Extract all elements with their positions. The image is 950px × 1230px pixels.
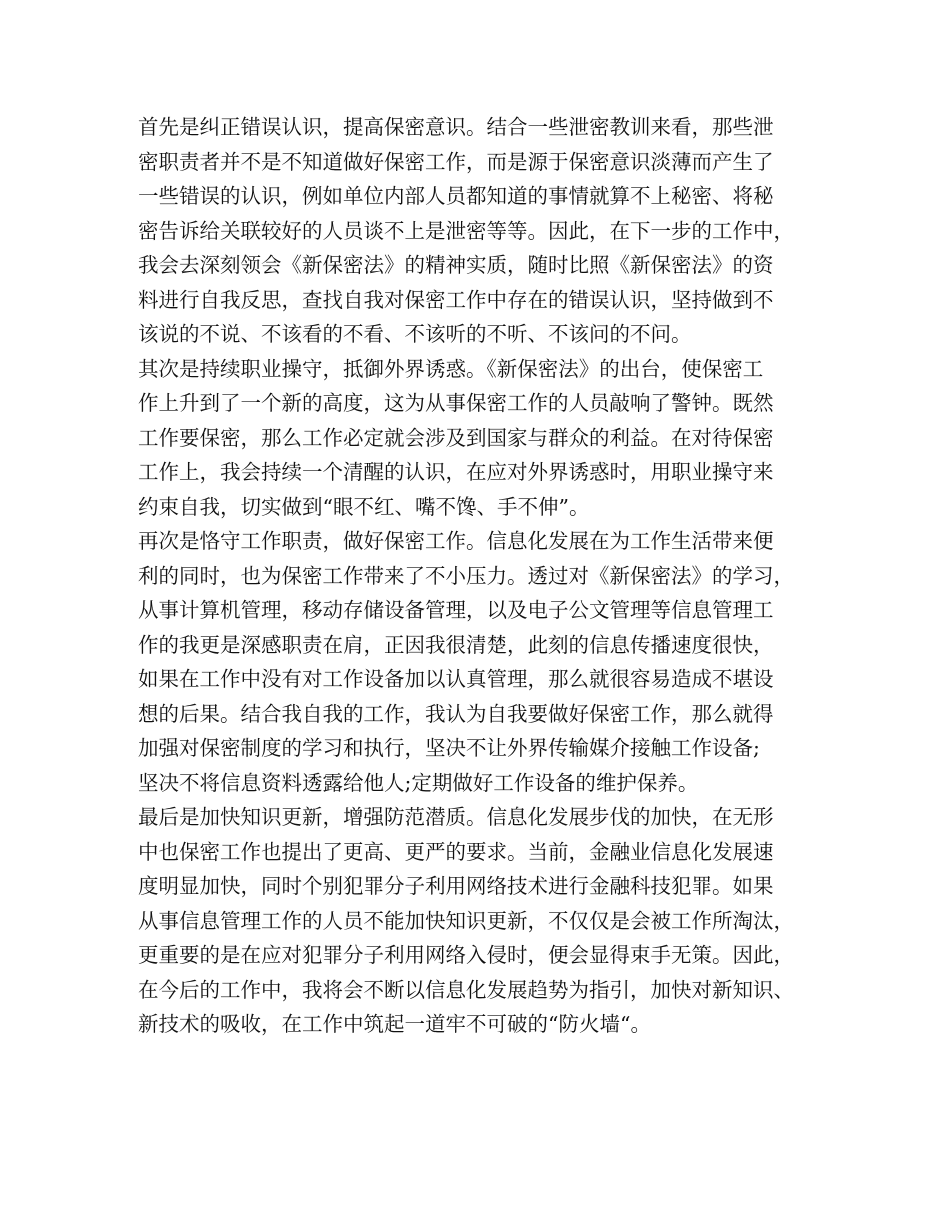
text-line: 加强对保密制度的学习和执行，坚决不让外界传输媒介接触工作设备; [138,736,760,760]
text-line: 最后是加快知识更新，增强防范潜质。信息化发展步伐的加快，在无形 [138,805,774,829]
text-line: 工作要保密，那么工作必定就会涉及到国家与群众的利益。在对待保密 [138,425,774,450]
document-body [138,110,828,1042]
text-line: 密告诉给关联较好的人员谈不上是泄密等等。因此，在下一步的工作中， [138,218,794,243]
text-line: 坚决不将信息资料透露给他人;定期做好工作设备的维护保养。 [138,770,699,795]
text-line: 工作上，我会持续一个清醒的认识，在应对外界诱惑时，用职业操守来 [138,460,774,484]
text-line: 首先是纠正错误认识，提高保密意识。结合一些泄密教训来看，那些泄 [138,115,774,139]
text-line: 作上升到了一个新的高度，这为从事保密工作的人员敲响了警钟。既然 [138,391,774,415]
text-line: 一些错误的认识，例如单位内部人员都知道的事情就算不上秘密、将秘 [138,184,774,208]
text-line: 利的同时，也为保密工作带来了不小压力。透过对《新保密法》的学习， [138,563,794,588]
text-line: 约束自我，切实做到“眼不红、嘴不馋、手不伸”。 [138,494,590,519]
text-line: 该说的不说、不该看的不看、不该听的不听、不该问的不问。 [138,322,692,346]
text-line: 中也保密工作也提出了更高、更严的要求。当前，金融业信息化发展速 [138,839,774,864]
text-line: 更重要的是在应对犯罪分子利用网络入侵时，便会显得束手无策。因此， [138,943,794,967]
text-line: 密职责者并不是不知道做好保密工作，而是源于保密意识淡薄而产生了 [138,149,774,174]
text-line: 在今后的工作中，我将会不断以信息化发展趋势为指引，加快对新知识、 [138,977,794,1002]
text-line: 如果在工作中没有对工作设备加以认真管理，那么就很容易造成不堪设 [138,667,774,691]
text-line: 作的我更是深感职责在肩，正因我很清楚，此刻的信息传播速度很快， [138,632,774,657]
text-line: 料进行自我反思，查找自我对保密工作中存在的错误认识，坚持做到不 [138,287,774,312]
text-line: 从事计算机管理，移动存储设备管理，以及电子公文管理等信息管理工 [138,598,774,622]
text-line: 从事信息管理工作的人员不能加快知识更新，不仅仅是会被工作所淘汰， [138,908,794,933]
text-line: 再次是恪守工作职责，做好保密工作。信息化发展在为工作生活带来便 [138,529,774,553]
text-line: 我会去深刻领会《新保密法》的精神实质，随时比照《新保密法》的资 [138,253,774,277]
text-line: 其次是持续职业操守，抵御外界诱惑。《新保密法》的出台，使保密工 [138,356,764,381]
text-line: 新技术的吸收，在工作中筑起一道牢不可破的“防火墙“。 [138,1012,651,1036]
text-line: 想的后果。结合我自我的工作，我认为自我要做好保密工作，那么就得 [138,701,774,726]
text-line: 度明显加快，同时个别犯罪分子利用网络技术进行金融科技犯罪。如果 [138,874,774,898]
